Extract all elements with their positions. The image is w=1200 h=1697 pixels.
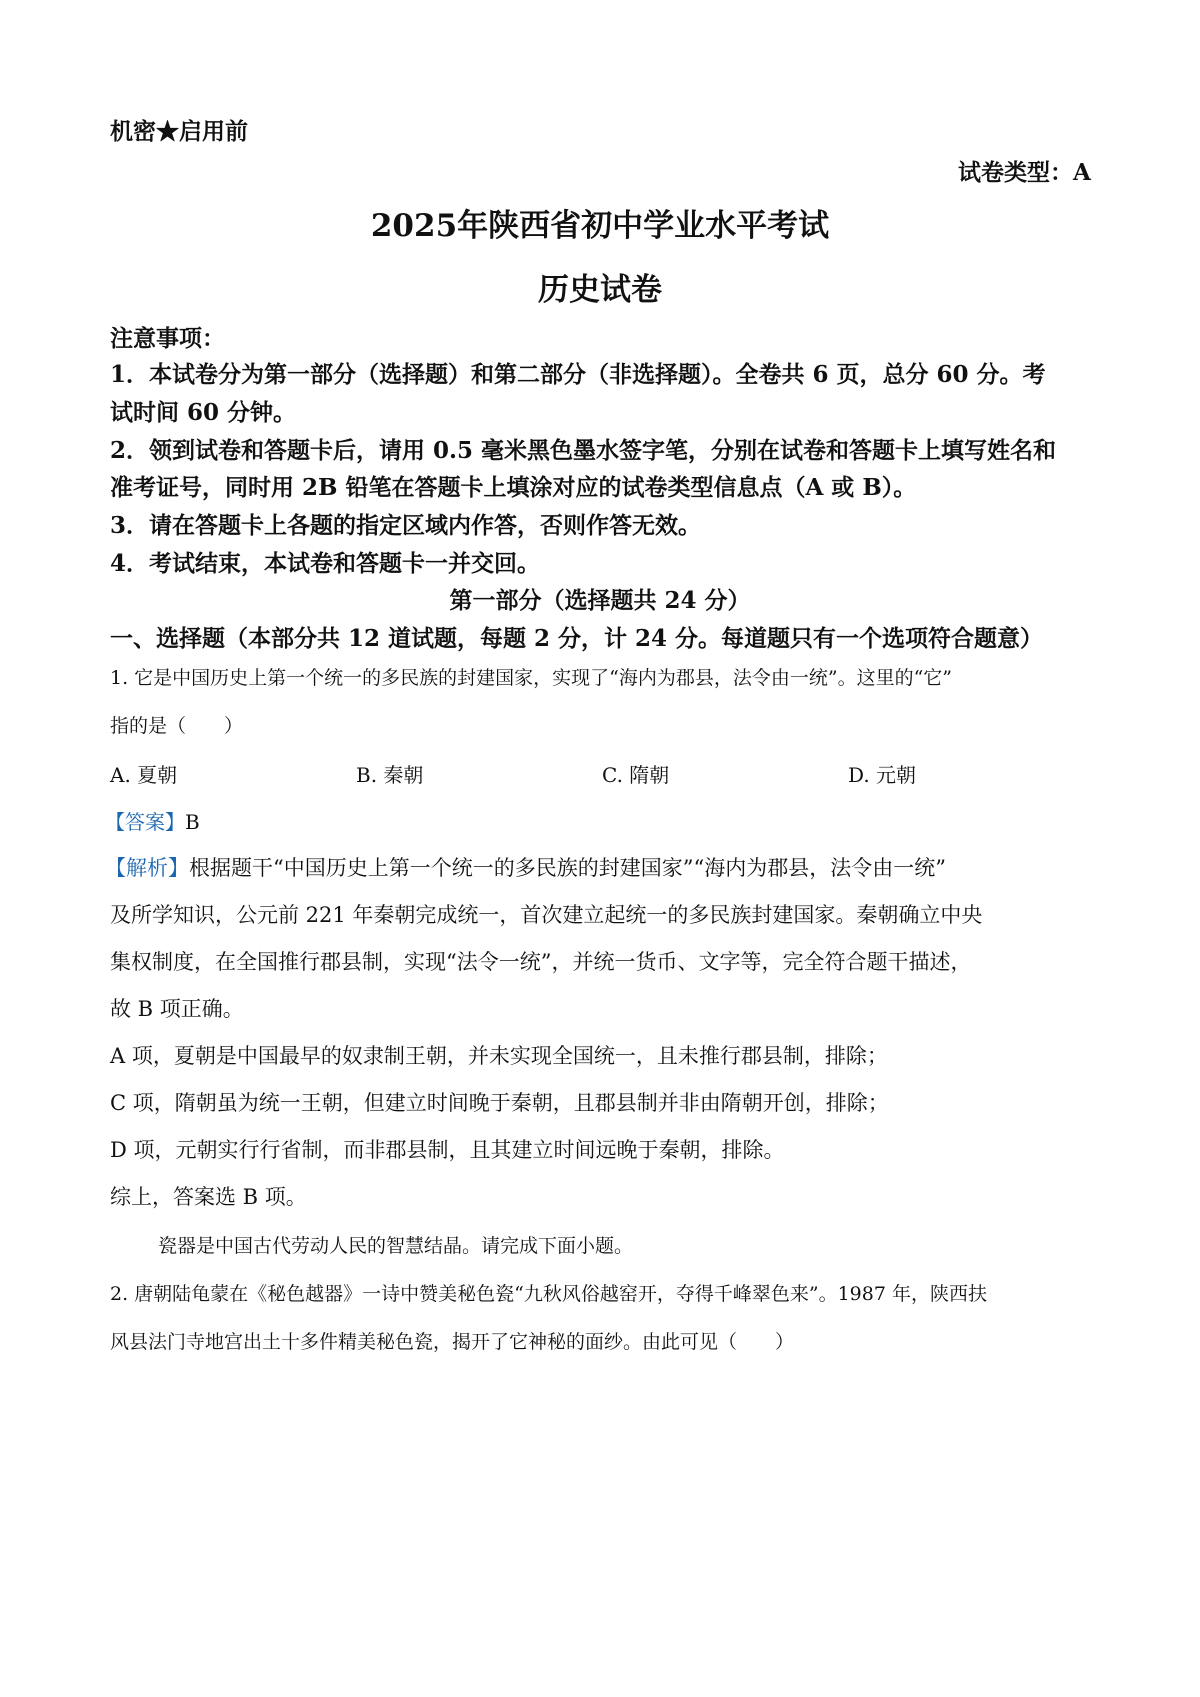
paper-type-label: 试卷类型：A	[958, 159, 1091, 186]
q1-option-c-note: C 项，隋朝虽为统一王朝，但建立时间晚于秦朝，且郡县制并非由隋朝开创，排除；	[110, 1091, 889, 1115]
section-heading: 一、选择题（本部分共 12 道试题，每题 2 分，计 24 分。每道题只有一个选项符合题意）	[110, 625, 1044, 652]
page-title: 2025年陕西省初中学业水平考试	[370, 208, 830, 244]
analysis-label: 【解析】	[105, 856, 189, 880]
q1-option-a: A. 夏朝	[110, 763, 178, 787]
notice-item-1-line-2: 试时间 60 分钟。	[110, 399, 297, 426]
notice-item-1-line-1: 1．本试卷分为第一部分（选择题）和第二部分（非选择题）。全卷共 6 页，总分 60 分。考	[110, 361, 1046, 388]
q1-option-a-note: A 项，夏朝是中国最早的奴隶制王朝，并未实现全国统一，且未推行郡县制，排除；	[110, 1044, 888, 1068]
q1-option-d-note: D 项，元朝实行行省制，而非郡县制，且其建立时间远晚于秦朝，排除。	[110, 1138, 785, 1162]
q1-analysis-line-1	[105, 852, 946, 882]
part1-heading: 第一部分（选择题共 24 分）	[449, 587, 751, 614]
analysis-text: 根据题干“中国历史上第一个统一的多民族的封建国家”“海内为郡县，法令由一统”	[189, 856, 946, 880]
q1-analysis-line-2: 及所学知识，公元前 221 年秦朝完成统一，首次建立起统一的多民族封建国家。秦朝确立中央	[110, 903, 983, 927]
confidential-label: 机密★启用前	[110, 118, 248, 145]
q1-analysis-line-3: 集权制度，在全国推行郡县制，实现“法令一统”，并统一货币、文字等，完全符合题干描述，	[110, 950, 972, 974]
notice-item-2-line-2: 准考证号，同时用 2B 铅笔在答题卡上填涂对应的试卷类型信息点（A 或 B）。	[110, 474, 917, 501]
notice-item-4: 4．考试结束，本试卷和答题卡一并交回。	[110, 550, 541, 577]
q1-stem-line-2: 指的是（ ）	[110, 715, 244, 737]
q1-answer	[105, 806, 200, 835]
q2-stem-line-2: 风县法门寺地宫出土十多件精美秘色瓷，揭开了它神秘的面纱。由此可见（ ）	[110, 1331, 795, 1353]
notice-item-3: 3．请在答题卡上各题的指定区域内作答，否则作答无效。	[110, 512, 702, 539]
q1-option-b: B. 秦朝	[356, 763, 424, 787]
q1-stem-line-1: 1. 它是中国历史上第一个统一的多民族的封建国家，实现了“海内为郡县，法令由一统”。这里的“它”	[110, 667, 953, 689]
q1-option-c: C. 隋朝	[602, 763, 670, 787]
question-group-intro: 瓷器是中国古代劳动人民的智慧结晶。请完成下面小题。	[158, 1235, 634, 1257]
q1-option-d: D. 元朝	[848, 763, 917, 787]
q1-summary: 综上，答案选 B 项。	[110, 1185, 307, 1209]
notice-heading: 注意事项：	[110, 325, 225, 352]
q1-analysis-line-4: 故 B 项正确。	[110, 997, 244, 1021]
notice-item-2-line-1: 2．领到试卷和答题卡后，请用 0.5 毫米黑色墨水签字笔，分别在试卷和答题卡上填写姓名和	[110, 437, 1057, 464]
q2-stem-line-1: 2. 唐朝陆龟蒙在《秘色越器》一诗中赞美秘色瓷“九秋风俗越窑开，夺得千峰翠色来”。1987 年，陕西扶	[110, 1283, 987, 1305]
page-subtitle: 历史试卷	[538, 272, 662, 308]
answer-value: B	[185, 810, 200, 834]
answer-label: 【答案】	[105, 810, 185, 834]
